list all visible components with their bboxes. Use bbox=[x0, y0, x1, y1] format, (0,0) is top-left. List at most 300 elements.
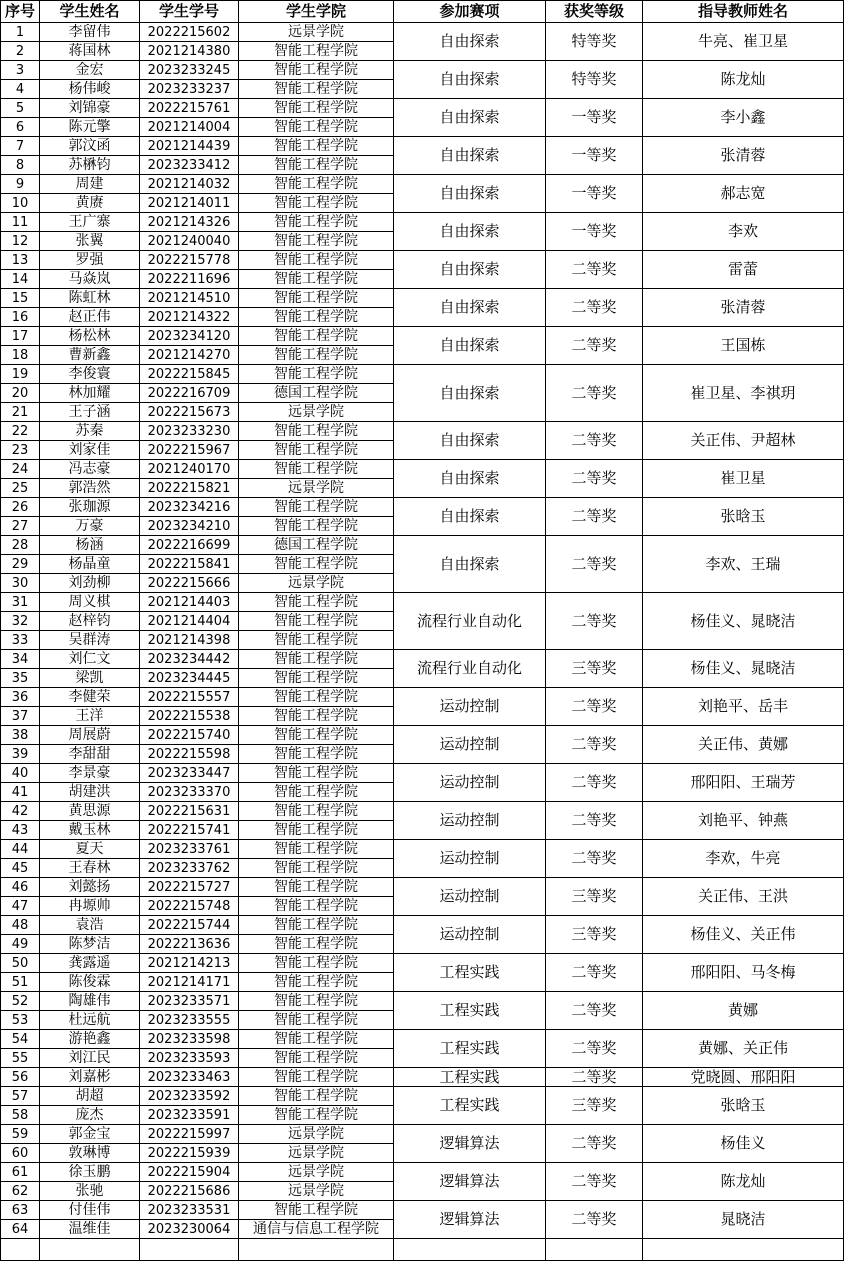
teacher-cell: 关正伟、王洪 bbox=[643, 878, 844, 916]
student-id-cell: 2021240170 bbox=[140, 460, 239, 479]
student-id-cell: 2022215538 bbox=[140, 707, 239, 726]
event-cell: 自由探索 bbox=[394, 498, 546, 536]
teacher-cell: 崔卫星 bbox=[643, 460, 844, 498]
student-name-cell: 赵正伟 bbox=[40, 308, 140, 327]
award-cell: 二等奖 bbox=[546, 802, 643, 840]
seq-cell: 39 bbox=[1, 745, 40, 764]
college-cell: 智能工程学院 bbox=[239, 688, 394, 707]
student-name-cell: 李留伟 bbox=[40, 23, 140, 42]
seq-cell: 2 bbox=[1, 42, 40, 61]
seq-cell: 26 bbox=[1, 498, 40, 517]
student-id-cell: 2023233531 bbox=[140, 1201, 239, 1220]
seq-cell: 60 bbox=[1, 1144, 40, 1163]
event-cell: 运动控制 bbox=[394, 802, 546, 840]
table-row bbox=[1, 213, 844, 232]
student-id-cell: 2022215821 bbox=[140, 479, 239, 498]
student-id-cell: 2021214398 bbox=[140, 631, 239, 650]
college-cell: 智能工程学院 bbox=[239, 99, 394, 118]
seq-cell: 57 bbox=[1, 1087, 40, 1106]
seq-cell: 47 bbox=[1, 897, 40, 916]
event-cell: 工程实践 bbox=[394, 1087, 546, 1125]
seq-cell: 24 bbox=[1, 460, 40, 479]
student-id-cell: 2021214322 bbox=[140, 308, 239, 327]
student-id-cell: 2023233592 bbox=[140, 1087, 239, 1106]
student-name-cell: 冉塬帅 bbox=[40, 897, 140, 916]
college-cell: 智能工程学院 bbox=[239, 118, 394, 137]
seq-cell: 31 bbox=[1, 593, 40, 612]
college-cell: 智能工程学院 bbox=[239, 80, 394, 99]
teacher-cell: 崔卫星、李祺玥 bbox=[643, 365, 844, 422]
teacher-cell: 黄娜 bbox=[643, 992, 844, 1030]
student-id-cell: 2023233762 bbox=[140, 859, 239, 878]
student-id-cell: 2022215967 bbox=[140, 441, 239, 460]
student-id-cell: 2022215557 bbox=[140, 688, 239, 707]
award-cell: 二等奖 bbox=[546, 1030, 643, 1068]
student-name-cell: 刘懿扬 bbox=[40, 878, 140, 897]
student-name-cell: 张珈源 bbox=[40, 498, 140, 517]
event-cell: 自由探索 bbox=[394, 460, 546, 498]
seq-cell: 50 bbox=[1, 954, 40, 973]
student-name-cell: 胡建洪 bbox=[40, 783, 140, 802]
student-name-cell: 李俊寰 bbox=[40, 365, 140, 384]
student-name-cell: 刘江民 bbox=[40, 1049, 140, 1068]
seq-cell: 52 bbox=[1, 992, 40, 1011]
event-cell: 流程行业自动化 bbox=[394, 650, 546, 688]
college-cell: 智能工程学院 bbox=[239, 878, 394, 897]
college-cell: 智能工程学院 bbox=[239, 783, 394, 802]
event-cell: 自由探索 bbox=[394, 213, 546, 251]
seq-cell: 12 bbox=[1, 232, 40, 251]
college-cell: 智能工程学院 bbox=[239, 42, 394, 61]
event-cell: 工程实践 bbox=[394, 992, 546, 1030]
student-id-cell: 2022215778 bbox=[140, 251, 239, 270]
college-cell: 智能工程学院 bbox=[239, 422, 394, 441]
student-name-cell: 杨松林 bbox=[40, 327, 140, 346]
empty-cell bbox=[40, 1239, 140, 1261]
table-row bbox=[1, 992, 844, 1011]
seq-cell: 20 bbox=[1, 384, 40, 403]
student-name-cell: 夏天 bbox=[40, 840, 140, 859]
seq-cell: 46 bbox=[1, 878, 40, 897]
student-name-cell: 杨伟峻 bbox=[40, 80, 140, 99]
college-cell: 智能工程学院 bbox=[239, 555, 394, 574]
seq-cell: 5 bbox=[1, 99, 40, 118]
student-id-cell: 2023233593 bbox=[140, 1049, 239, 1068]
table-row bbox=[1, 1087, 844, 1106]
seq-cell: 21 bbox=[1, 403, 40, 422]
student-name-cell: 李景豪 bbox=[40, 764, 140, 783]
student-name-cell: 周义棋 bbox=[40, 593, 140, 612]
student-id-cell: 2023234210 bbox=[140, 517, 239, 536]
seq-cell: 38 bbox=[1, 726, 40, 745]
college-cell: 智能工程学院 bbox=[239, 175, 394, 194]
seq-cell: 6 bbox=[1, 118, 40, 137]
college-cell: 智能工程学院 bbox=[239, 859, 394, 878]
student-id-cell: 2021214011 bbox=[140, 194, 239, 213]
header-row bbox=[1, 1, 844, 23]
table-row bbox=[1, 726, 844, 745]
student-name-cell: 吴群涛 bbox=[40, 631, 140, 650]
seq-cell: 16 bbox=[1, 308, 40, 327]
student-name-cell: 郭汶函 bbox=[40, 137, 140, 156]
college-cell: 智能工程学院 bbox=[239, 289, 394, 308]
table-row bbox=[1, 802, 844, 821]
student-name-cell: 王洋 bbox=[40, 707, 140, 726]
award-cell: 二等奖 bbox=[546, 498, 643, 536]
student-id-cell: 2022215631 bbox=[140, 802, 239, 821]
student-id-cell: 2021214171 bbox=[140, 973, 239, 992]
award-cell: 二等奖 bbox=[546, 1068, 643, 1087]
student-id-cell: 2023234445 bbox=[140, 669, 239, 688]
award-cell: 特等奖 bbox=[546, 23, 643, 61]
seq-cell: 64 bbox=[1, 1220, 40, 1239]
seq-cell: 4 bbox=[1, 80, 40, 99]
teacher-cell: 关正伟、尹超林 bbox=[643, 422, 844, 460]
student-id-cell: 2021214510 bbox=[140, 289, 239, 308]
award-cell: 二等奖 bbox=[546, 726, 643, 764]
teacher-cell: 张清蓉 bbox=[643, 137, 844, 175]
event-cell: 运动控制 bbox=[394, 916, 546, 954]
student-name-cell: 陈俊霖 bbox=[40, 973, 140, 992]
event-cell: 自由探索 bbox=[394, 137, 546, 175]
seq-cell: 34 bbox=[1, 650, 40, 669]
seq-cell: 18 bbox=[1, 346, 40, 365]
teacher-cell: 邢阳阳、王瑞芳 bbox=[643, 764, 844, 802]
table-row bbox=[1, 1125, 844, 1144]
student-id-cell: 2022215997 bbox=[140, 1125, 239, 1144]
college-cell: 智能工程学院 bbox=[239, 1011, 394, 1030]
award-cell: 二等奖 bbox=[546, 1163, 643, 1201]
award-cell: 二等奖 bbox=[546, 840, 643, 878]
seq-cell: 27 bbox=[1, 517, 40, 536]
event-cell: 逻辑算法 bbox=[394, 1125, 546, 1163]
table-row bbox=[1, 536, 844, 555]
college-cell: 智能工程学院 bbox=[239, 726, 394, 745]
event-cell: 工程实践 bbox=[394, 1068, 546, 1087]
teacher-cell: 邢阳阳、马冬梅 bbox=[643, 954, 844, 992]
teacher-cell: 张晗玉 bbox=[643, 498, 844, 536]
student-id-cell: 2023233237 bbox=[140, 80, 239, 99]
student-id-cell: 2021214439 bbox=[140, 137, 239, 156]
seq-cell: 9 bbox=[1, 175, 40, 194]
table-row bbox=[1, 688, 844, 707]
seq-cell: 1 bbox=[1, 23, 40, 42]
college-cell: 智能工程学院 bbox=[239, 1049, 394, 1068]
seq-cell: 19 bbox=[1, 365, 40, 384]
college-cell: 智能工程学院 bbox=[239, 498, 394, 517]
table-row bbox=[1, 650, 844, 669]
event-cell: 运动控制 bbox=[394, 840, 546, 878]
college-cell: 智能工程学院 bbox=[239, 1201, 394, 1220]
seq-cell: 15 bbox=[1, 289, 40, 308]
empty-cell bbox=[546, 1239, 643, 1261]
college-cell: 智能工程学院 bbox=[239, 897, 394, 916]
table-row bbox=[1, 23, 844, 42]
student-id-cell: 2022215741 bbox=[140, 821, 239, 840]
teacher-cell: 刘艳平、岳丰 bbox=[643, 688, 844, 726]
seq-cell: 8 bbox=[1, 156, 40, 175]
college-cell: 智能工程学院 bbox=[239, 707, 394, 726]
header-name: 学生姓名 bbox=[40, 1, 140, 23]
student-id-cell: 2022215740 bbox=[140, 726, 239, 745]
event-cell: 逻辑算法 bbox=[394, 1163, 546, 1201]
table-row bbox=[1, 1201, 844, 1220]
college-cell: 智能工程学院 bbox=[239, 441, 394, 460]
seq-cell: 10 bbox=[1, 194, 40, 213]
empty-cell bbox=[239, 1239, 394, 1261]
teacher-cell: 雷蕾 bbox=[643, 251, 844, 289]
student-id-cell: 2023233245 bbox=[140, 61, 239, 80]
seq-cell: 53 bbox=[1, 1011, 40, 1030]
college-cell: 智能工程学院 bbox=[239, 973, 394, 992]
college-cell: 智能工程学院 bbox=[239, 137, 394, 156]
student-name-cell: 刘嘉彬 bbox=[40, 1068, 140, 1087]
student-id-cell: 2023234216 bbox=[140, 498, 239, 517]
student-id-cell: 2022215761 bbox=[140, 99, 239, 118]
award-cell: 特等奖 bbox=[546, 61, 643, 99]
seq-cell: 28 bbox=[1, 536, 40, 555]
student-name-cell: 林加耀 bbox=[40, 384, 140, 403]
student-id-cell: 2022215673 bbox=[140, 403, 239, 422]
seq-cell: 55 bbox=[1, 1049, 40, 1068]
table-row bbox=[1, 1163, 844, 1182]
table-row bbox=[1, 422, 844, 441]
student-id-cell: 2021214213 bbox=[140, 954, 239, 973]
college-cell: 智能工程学院 bbox=[239, 954, 394, 973]
student-name-cell: 黄赓 bbox=[40, 194, 140, 213]
student-id-cell: 2022215598 bbox=[140, 745, 239, 764]
header-college: 学生学院 bbox=[239, 1, 394, 23]
student-name-cell: 王春林 bbox=[40, 859, 140, 878]
seq-cell: 3 bbox=[1, 61, 40, 80]
student-name-cell: 冯志豪 bbox=[40, 460, 140, 479]
event-cell: 自由探索 bbox=[394, 23, 546, 61]
college-cell: 远景学院 bbox=[239, 403, 394, 422]
student-name-cell: 黄思源 bbox=[40, 802, 140, 821]
event-cell: 运动控制 bbox=[394, 878, 546, 916]
college-cell: 智能工程学院 bbox=[239, 308, 394, 327]
award-cell: 一等奖 bbox=[546, 213, 643, 251]
table-row bbox=[1, 1030, 844, 1049]
student-name-cell: 李健荣 bbox=[40, 688, 140, 707]
teacher-cell: 晁晓洁 bbox=[643, 1201, 844, 1239]
college-cell: 智能工程学院 bbox=[239, 194, 394, 213]
college-cell: 智能工程学院 bbox=[239, 650, 394, 669]
college-cell: 智能工程学院 bbox=[239, 1106, 394, 1125]
student-id-cell: 2023233761 bbox=[140, 840, 239, 859]
student-id-cell: 2022215686 bbox=[140, 1182, 239, 1201]
seq-cell: 59 bbox=[1, 1125, 40, 1144]
seq-cell: 35 bbox=[1, 669, 40, 688]
student-id-cell: 2022215748 bbox=[140, 897, 239, 916]
award-cell: 二等奖 bbox=[546, 365, 643, 422]
college-cell: 智能工程学院 bbox=[239, 460, 394, 479]
student-name-cell: 王广寨 bbox=[40, 213, 140, 232]
college-cell: 智能工程学院 bbox=[239, 156, 394, 175]
seq-cell: 36 bbox=[1, 688, 40, 707]
seq-cell: 37 bbox=[1, 707, 40, 726]
student-id-cell: 2023233370 bbox=[140, 783, 239, 802]
college-cell: 远景学院 bbox=[239, 23, 394, 42]
student-id-cell: 2022211696 bbox=[140, 270, 239, 289]
student-name-cell: 龚露遥 bbox=[40, 954, 140, 973]
college-cell: 智能工程学院 bbox=[239, 745, 394, 764]
college-cell: 智能工程学院 bbox=[239, 631, 394, 650]
award-cell: 二等奖 bbox=[546, 460, 643, 498]
college-cell: 智能工程学院 bbox=[239, 612, 394, 631]
college-cell: 智能工程学院 bbox=[239, 270, 394, 289]
seq-cell: 13 bbox=[1, 251, 40, 270]
seq-cell: 22 bbox=[1, 422, 40, 441]
student-name-cell: 马焱岚 bbox=[40, 270, 140, 289]
student-id-cell: 2021214404 bbox=[140, 612, 239, 631]
award-cell: 二等奖 bbox=[546, 992, 643, 1030]
event-cell: 工程实践 bbox=[394, 954, 546, 992]
seq-cell: 41 bbox=[1, 783, 40, 802]
teacher-cell: 刘艳平、钟燕 bbox=[643, 802, 844, 840]
award-cell: 三等奖 bbox=[546, 650, 643, 688]
table-row bbox=[1, 289, 844, 308]
teacher-cell: 李欢 bbox=[643, 213, 844, 251]
student-id-cell: 2022215845 bbox=[140, 365, 239, 384]
table-row bbox=[1, 916, 844, 935]
student-id-cell: 2023233555 bbox=[140, 1011, 239, 1030]
empty-cell bbox=[1, 1239, 40, 1261]
student-id-cell: 2023233447 bbox=[140, 764, 239, 783]
table-row bbox=[1, 878, 844, 897]
award-cell: 二等奖 bbox=[546, 764, 643, 802]
college-cell: 远景学院 bbox=[239, 1144, 394, 1163]
student-id-cell: 2022215744 bbox=[140, 916, 239, 935]
table-row bbox=[1, 840, 844, 859]
header-seq: 序号 bbox=[1, 1, 40, 23]
college-cell: 智能工程学院 bbox=[239, 365, 394, 384]
seq-cell: 44 bbox=[1, 840, 40, 859]
seq-cell: 14 bbox=[1, 270, 40, 289]
college-cell: 智能工程学院 bbox=[239, 916, 394, 935]
seq-cell: 56 bbox=[1, 1068, 40, 1087]
table-row bbox=[1, 327, 844, 346]
student-name-cell: 戴玉林 bbox=[40, 821, 140, 840]
student-id-cell: 2022215727 bbox=[140, 878, 239, 897]
event-cell: 流程行业自动化 bbox=[394, 593, 546, 650]
student-id-cell: 2022215666 bbox=[140, 574, 239, 593]
college-cell: 智能工程学院 bbox=[239, 517, 394, 536]
event-cell: 自由探索 bbox=[394, 289, 546, 327]
student-id-cell: 2022213636 bbox=[140, 935, 239, 954]
seq-cell: 32 bbox=[1, 612, 40, 631]
student-id-cell: 2023233230 bbox=[140, 422, 239, 441]
teacher-cell: 关正伟、黄娜 bbox=[643, 726, 844, 764]
student-id-cell: 2022215841 bbox=[140, 555, 239, 574]
event-cell: 运动控制 bbox=[394, 764, 546, 802]
award-cell: 二等奖 bbox=[546, 1201, 643, 1239]
student-name-cell: 万豪 bbox=[40, 517, 140, 536]
student-name-cell: 刘家佳 bbox=[40, 441, 140, 460]
table-row bbox=[1, 593, 844, 612]
teacher-cell: 黄娜、关正伟 bbox=[643, 1030, 844, 1068]
table-row bbox=[1, 460, 844, 479]
award-cell: 三等奖 bbox=[546, 1087, 643, 1125]
college-cell: 智能工程学院 bbox=[239, 840, 394, 859]
student-name-cell: 敦琳博 bbox=[40, 1144, 140, 1163]
seq-cell: 63 bbox=[1, 1201, 40, 1220]
seq-cell: 11 bbox=[1, 213, 40, 232]
table-row bbox=[1, 1068, 844, 1087]
table-row bbox=[1, 954, 844, 973]
student-name-cell: 梁凯 bbox=[40, 669, 140, 688]
student-id-cell: 2023230064 bbox=[140, 1220, 239, 1239]
seq-cell: 7 bbox=[1, 137, 40, 156]
seq-cell: 42 bbox=[1, 802, 40, 821]
student-name-cell: 杨晶童 bbox=[40, 555, 140, 574]
award-cell: 二等奖 bbox=[546, 327, 643, 365]
seq-cell: 45 bbox=[1, 859, 40, 878]
award-cell: 二等奖 bbox=[546, 422, 643, 460]
award-cell: 一等奖 bbox=[546, 175, 643, 213]
empty-cell bbox=[643, 1239, 844, 1261]
college-cell: 智能工程学院 bbox=[239, 1068, 394, 1087]
event-cell: 自由探索 bbox=[394, 536, 546, 593]
teacher-cell: 张晗玉 bbox=[643, 1087, 844, 1125]
student-id-cell: 2023234442 bbox=[140, 650, 239, 669]
seq-cell: 43 bbox=[1, 821, 40, 840]
teacher-cell: 陈龙灿 bbox=[643, 61, 844, 99]
college-cell: 远景学院 bbox=[239, 479, 394, 498]
award-cell: 二等奖 bbox=[546, 593, 643, 650]
teacher-cell: 王国栋 bbox=[643, 327, 844, 365]
college-cell: 智能工程学院 bbox=[239, 1087, 394, 1106]
student-id-cell: 2022215939 bbox=[140, 1144, 239, 1163]
student-id-cell: 2021214004 bbox=[140, 118, 239, 137]
header-teacher: 指导教师姓名 bbox=[643, 1, 844, 23]
student-name-cell: 徐玉鹏 bbox=[40, 1163, 140, 1182]
empty-row bbox=[1, 1239, 844, 1261]
student-name-cell: 赵梓钧 bbox=[40, 612, 140, 631]
student-name-cell: 刘劲柳 bbox=[40, 574, 140, 593]
award-cell: 二等奖 bbox=[546, 289, 643, 327]
student-name-cell: 周展蔚 bbox=[40, 726, 140, 745]
seq-cell: 17 bbox=[1, 327, 40, 346]
award-cell: 一等奖 bbox=[546, 99, 643, 137]
student-name-cell: 陶雄伟 bbox=[40, 992, 140, 1011]
student-name-cell: 庞杰 bbox=[40, 1106, 140, 1125]
student-id-cell: 2021214380 bbox=[140, 42, 239, 61]
event-cell: 自由探索 bbox=[394, 422, 546, 460]
teacher-cell: 李小鑫 bbox=[643, 99, 844, 137]
event-cell: 自由探索 bbox=[394, 61, 546, 99]
student-name-cell: 陈虹林 bbox=[40, 289, 140, 308]
student-name-cell: 张翼 bbox=[40, 232, 140, 251]
student-name-cell: 刘仁文 bbox=[40, 650, 140, 669]
award-cell: 三等奖 bbox=[546, 878, 643, 916]
student-name-cell: 苏秦 bbox=[40, 422, 140, 441]
student-name-cell: 杜远航 bbox=[40, 1011, 140, 1030]
college-cell: 智能工程学院 bbox=[239, 821, 394, 840]
student-id-cell: 2021214032 bbox=[140, 175, 239, 194]
award-cell: 二等奖 bbox=[546, 536, 643, 593]
student-id-cell: 2022216709 bbox=[140, 384, 239, 403]
student-id-cell: 2022215904 bbox=[140, 1163, 239, 1182]
table-body bbox=[1, 23, 844, 1261]
award-cell: 二等奖 bbox=[546, 1125, 643, 1163]
student-id-cell: 2021214403 bbox=[140, 593, 239, 612]
student-name-cell: 李甜甜 bbox=[40, 745, 140, 764]
event-cell: 工程实践 bbox=[394, 1030, 546, 1068]
student-id-cell: 2023233591 bbox=[140, 1106, 239, 1125]
student-id-cell: 2021214326 bbox=[140, 213, 239, 232]
teacher-cell: 陈龙灿 bbox=[643, 1163, 844, 1201]
